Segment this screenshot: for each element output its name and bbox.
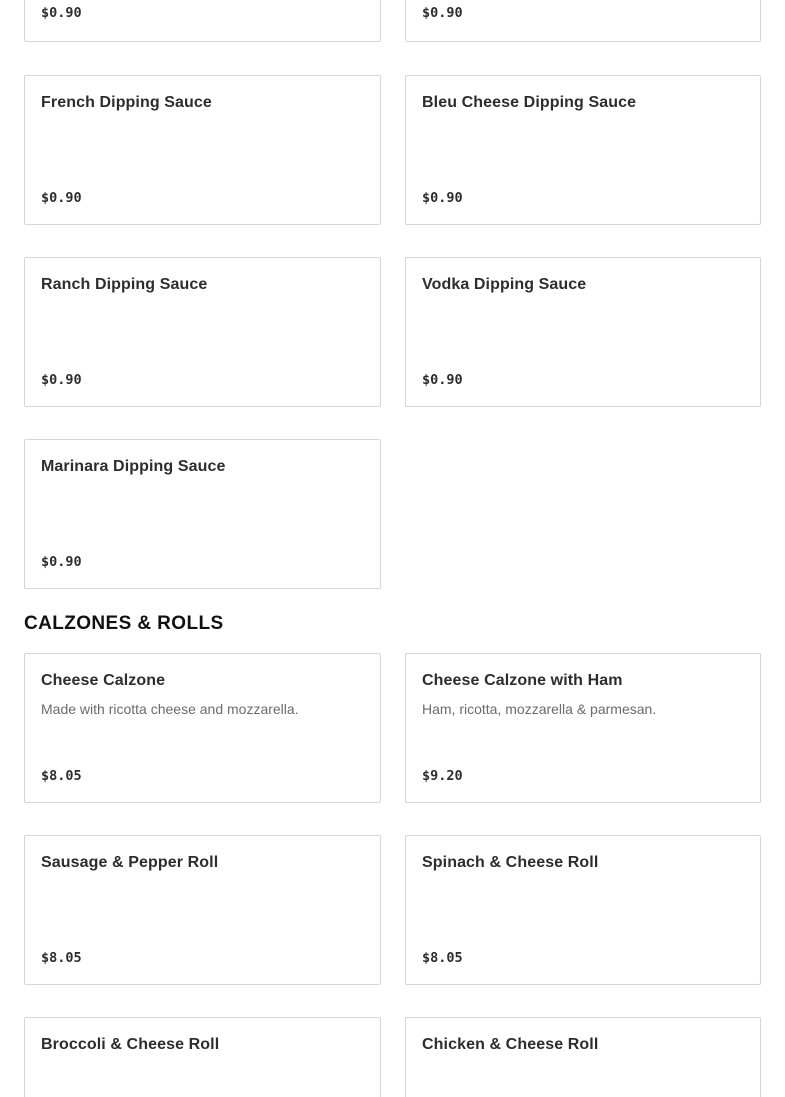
item-name: Cheese Calzone — [41, 672, 166, 689]
menu-item-card[interactable] — [405, 257, 761, 407]
menu-item-card[interactable] — [24, 1017, 381, 1097]
item-price: $0.90 — [41, 372, 82, 388]
item-name: Sausage & Pepper Roll — [41, 854, 219, 871]
item-price: $0.90 — [422, 5, 463, 21]
menu-item-card[interactable] — [24, 75, 381, 225]
item-price: $0.90 — [41, 554, 82, 570]
item-price: $0.90 — [41, 190, 82, 206]
menu-item-card[interactable] — [405, 75, 761, 225]
menu-item-card[interactable] — [405, 835, 761, 985]
item-name: Chicken & Cheese Roll — [422, 1036, 599, 1053]
item-name: Bleu Cheese Dipping Sauce — [422, 94, 637, 111]
item-description: Made with ricotta cheese and mozzarella. — [41, 701, 299, 717]
item-name: Vodka Dipping Sauce — [422, 276, 587, 293]
item-price: $8.05 — [41, 768, 82, 784]
item-name: Broccoli & Cheese Roll — [41, 1036, 220, 1053]
item-price: $8.05 — [41, 950, 82, 966]
menu-item-card[interactable] — [24, 257, 381, 407]
item-name: Spinach & Cheese Roll — [422, 854, 599, 871]
item-price: $0.90 — [422, 190, 463, 206]
item-description: Ham, ricotta, mozzarella & parmesan. — [422, 701, 657, 717]
menu-item-card[interactable] — [405, 0, 761, 42]
menu-item-card[interactable] — [405, 653, 761, 803]
item-name: Marinara Dipping Sauce — [41, 458, 226, 475]
item-price: $0.90 — [422, 372, 463, 388]
menu-item-card[interactable] — [24, 835, 381, 985]
item-name: Ranch Dipping Sauce — [41, 276, 208, 293]
menu-item-card[interactable] — [24, 439, 381, 589]
item-price: $8.05 — [422, 950, 463, 966]
menu-item-card[interactable] — [24, 653, 381, 803]
item-price: $0.90 — [41, 5, 82, 21]
item-name: Cheese Calzone with Ham — [422, 672, 623, 689]
item-price: $9.20 — [422, 768, 463, 784]
section-heading-calzones: CALZONES & ROLLS — [24, 613, 224, 634]
item-name: French Dipping Sauce — [41, 94, 212, 111]
menu-item-card[interactable] — [24, 0, 381, 42]
menu-item-card[interactable] — [405, 1017, 761, 1097]
